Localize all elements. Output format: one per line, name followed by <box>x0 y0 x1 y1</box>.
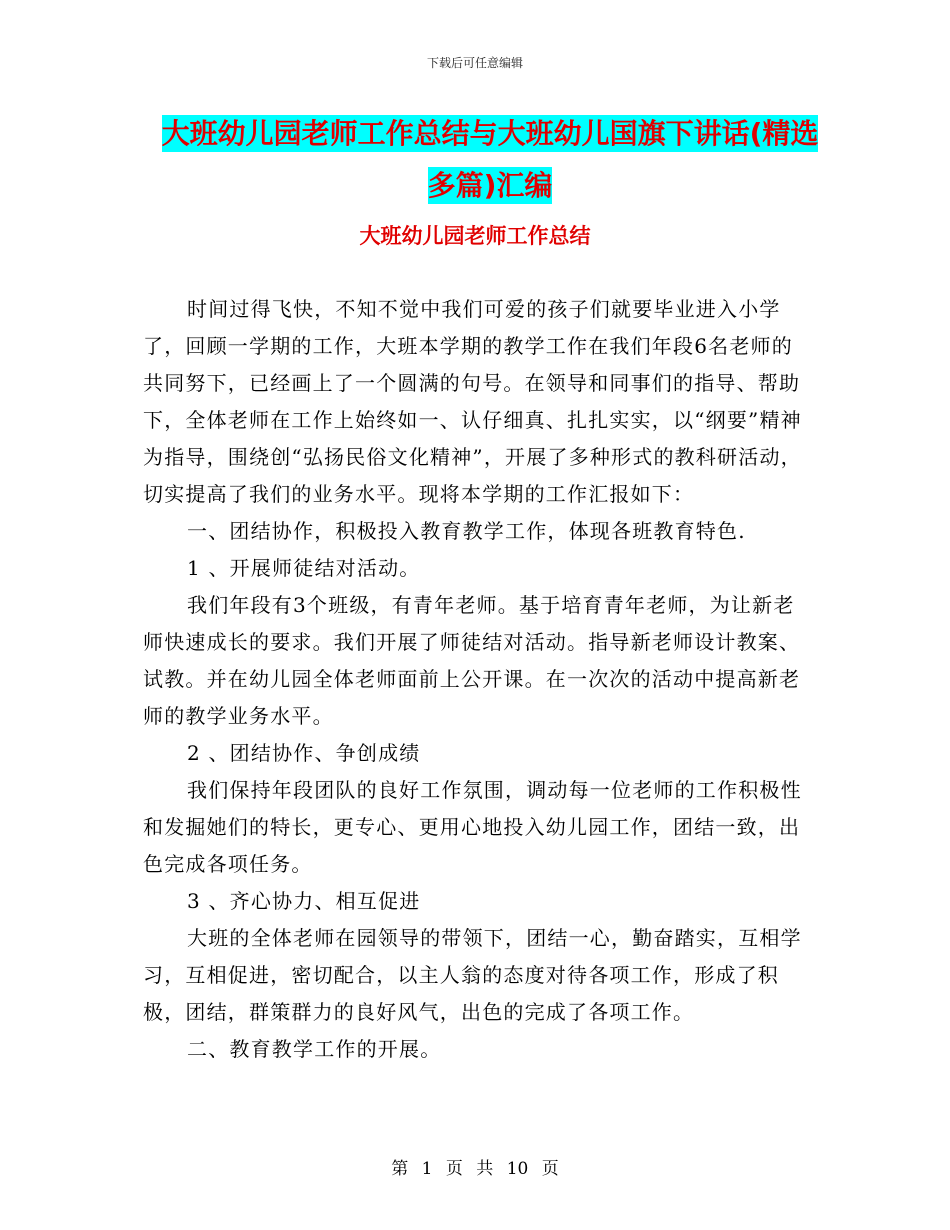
section-title: 大班幼儿园老师工作总结 <box>359 224 591 248</box>
document-title <box>140 108 840 212</box>
title-line-1: 大班幼儿园老师工作总结与大班幼儿国旗下讲话(精选 <box>161 117 819 150</box>
paragraph: 时间过得飞快，不知不觉中我们可爱的孩子们就要毕业进入小学了，回顾一学期的工作，大班本学期的教学工作在我们年段6名老师的共同努下，已经画上了一个圆满的句号。在领导和同事们的指导、帮助下，全体老师在工作上始终如一、认仔细真、扎扎实实，以“纲要”精神为指导，围绕创“弘扬民俗文化精神”，开展了多种形式的教科研活动，切实提高了我们的业务水平。现将本学期的工作汇报如下： <box>143 297 802 506</box>
body-text <box>143 291 808 1068</box>
paragraph: 2 、团结协作、争创成绩 <box>187 741 421 765</box>
paragraph: 1 、开展师徒结对活动。 <box>187 556 421 580</box>
paragraph: 一、团结协作，积极投入教育教学工作，体现各班教育特色. <box>187 519 746 543</box>
paragraph: 大班的全体老师在园领导的带领下，团结一心，勤奋踏实，互相学习，互相促进，密切配合，以主人翁的态度对待各项工作，形成了积极，团结，群策群力的良好风气，出色的完成了各项工作。 <box>143 926 802 1024</box>
header-note: 下载后可任意编辑 <box>426 56 523 70</box>
paragraph: 3 、齐心协力、相互促进 <box>187 889 421 913</box>
paragraph: 二、教育教学工作的开展。 <box>187 1037 442 1061</box>
paragraph: 我们年段有3个班级，有青年老师。基于培育青年老师，为让新老师快速成长的要求。我们开展了师徒结对活动。指导新老师设计教案、试教。并在幼儿园全体老师面前上公开课。在一次次的活动中提高新老师的教学业务水平。 <box>143 593 801 728</box>
title-line-2: 多篇)汇编 <box>427 169 553 202</box>
page-number: 第 1 页 共 10 页 <box>391 1159 559 1179</box>
paragraph: 我们保持年段团队的良好工作氛围，调动每一位老师的工作积极性和发掘她们的特长，更专心、更用心地投入幼儿园工作，团结一致，出色完成各项任务。 <box>143 778 802 876</box>
